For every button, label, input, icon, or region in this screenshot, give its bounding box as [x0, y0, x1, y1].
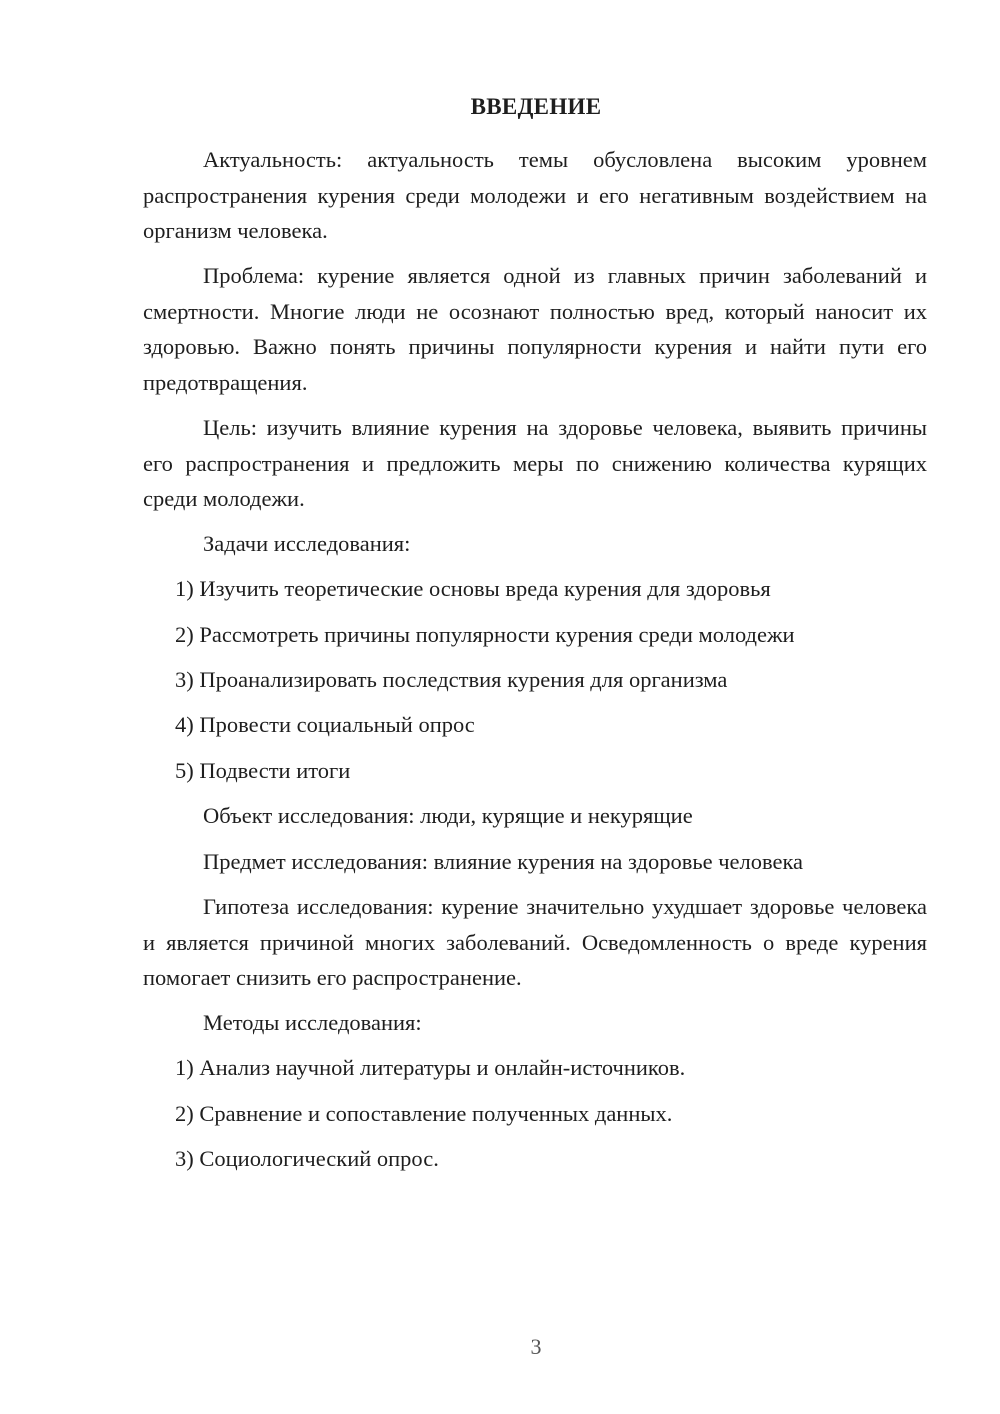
methods-heading: Методы исследования: [203, 1010, 422, 1035]
method-item: 3) Социологический опрос. [175, 1146, 439, 1171]
goal-paragraph: Цель: изучить влияние курения на здоровье человека, выявить причины его распространения и предложить меры по снижению количества курящих среди молодежи. [143, 415, 927, 511]
research-object: Объект исследования: люди, курящие и некурящие [203, 803, 693, 828]
task-item: 4) Провести социальный опрос [175, 712, 475, 737]
method-item: 1) Анализ научной литературы и онлайн-источников. [175, 1055, 686, 1080]
task-item: 1) Изучить теоретические основы вреда курения для здоровья [175, 576, 771, 601]
research-subject: Предмет исследования: влияние курения на здоровье человека [203, 849, 804, 874]
task-item: 3) Проанализировать последствия курения для организма [175, 667, 728, 692]
page-number: 3 [530, 1334, 542, 1359]
problem-paragraph: Проблема: курение является одной из главных причин заболеваний и смертности. Многие люди не осознают полностью вред, который наносит их здоровью. Важно понять причины популярности курения и найти пути его предотвращения. [143, 263, 927, 395]
task-item: 5) Подвести итоги [175, 758, 351, 783]
task-item: 2) Рассмотреть причины популярности курения среди молодежи [175, 622, 795, 647]
section-title: ВВЕДЕНИЕ [470, 94, 602, 119]
tasks-heading: Задачи исследования: [203, 531, 411, 556]
method-item: 2) Сравнение и сопоставление полученных данных. [175, 1101, 673, 1126]
relevance-paragraph: Актуальность: актуальность темы обусловлена высоким уровнем распространения курения среди молодежи и его негативным воздействием на организм человека. [143, 147, 927, 243]
hypothesis-paragraph: Гипотеза исследования: курение значительно ухудшает здоровье человека и является причиной многих заболеваний. Осведомленность о вреде курения помогает снизить его распространение. [143, 894, 927, 990]
